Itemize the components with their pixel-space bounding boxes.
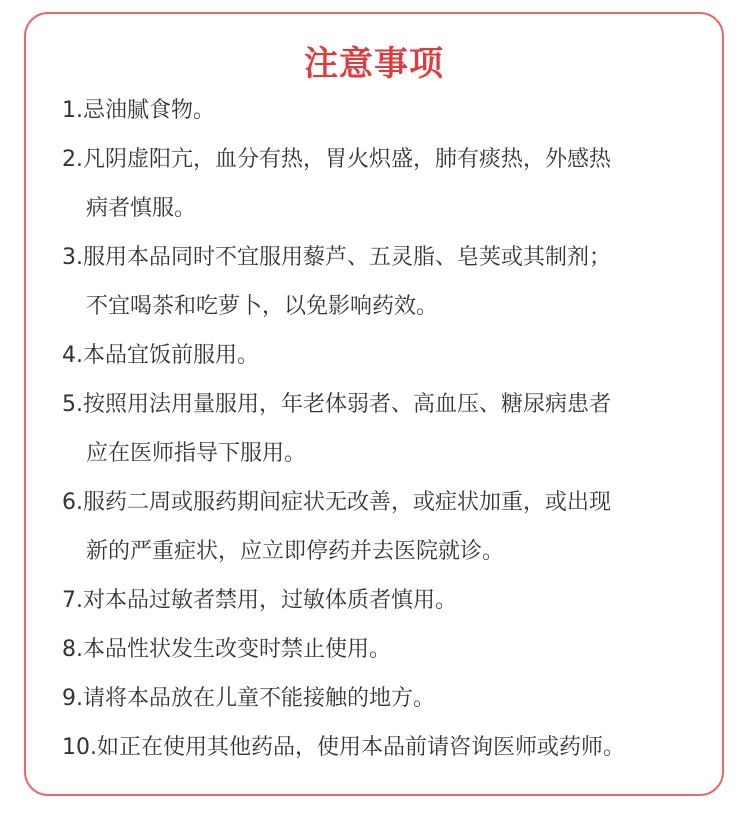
item-text: 2.凡阴虚阳亢，血分有热，胃火炽盛，肺有痰热，外感热 bbox=[62, 147, 611, 172]
item-text-continued: 新的严重症状，应立即停药并去医院就诊。 bbox=[86, 539, 505, 564]
list-item bbox=[62, 478, 702, 576]
notice-card bbox=[24, 12, 724, 796]
item-text: 10.如正在使用其他药品，使用本品前请咨询医师或药师。 bbox=[62, 735, 625, 760]
list-item bbox=[62, 674, 702, 723]
list-item bbox=[62, 86, 702, 135]
item-text: 1.忌油腻食物。 bbox=[62, 98, 215, 123]
item-text: 6.服药二周或服药期间症状无改善，或症状加重，或出现 bbox=[62, 490, 611, 515]
list-item bbox=[62, 723, 702, 772]
item-text: 4.本品宜饭前服用。 bbox=[62, 343, 259, 368]
item-text: 3.服用本品同时不宜服用藜芦、五灵脂、皂荚或其制剂； bbox=[62, 245, 611, 270]
list-item bbox=[62, 331, 702, 380]
list-item bbox=[62, 576, 702, 625]
page-title: 注意事项 bbox=[304, 44, 444, 84]
list-item bbox=[62, 380, 702, 478]
item-text-continued: 不宜喝茶和吃萝卜，以免影响药效。 bbox=[86, 294, 439, 319]
item-text: 9.请将本品放在儿童不能接触的地方。 bbox=[62, 686, 435, 711]
item-text: 8.本品性状发生改变时禁止使用。 bbox=[62, 637, 391, 662]
precautions-list bbox=[62, 86, 702, 772]
item-text-continued: 应在医师指导下服用。 bbox=[86, 441, 307, 466]
item-text: 5.按照用法用量服用，年老体弱者、高血压、糖尿病患者 bbox=[62, 392, 611, 417]
item-text-continued: 病者慎服。 bbox=[86, 196, 197, 221]
list-item bbox=[62, 625, 702, 674]
list-item bbox=[62, 233, 702, 331]
item-text: 7.对本品过敏者禁用，过敏体质者慎用。 bbox=[62, 588, 457, 613]
list-item bbox=[62, 135, 702, 233]
